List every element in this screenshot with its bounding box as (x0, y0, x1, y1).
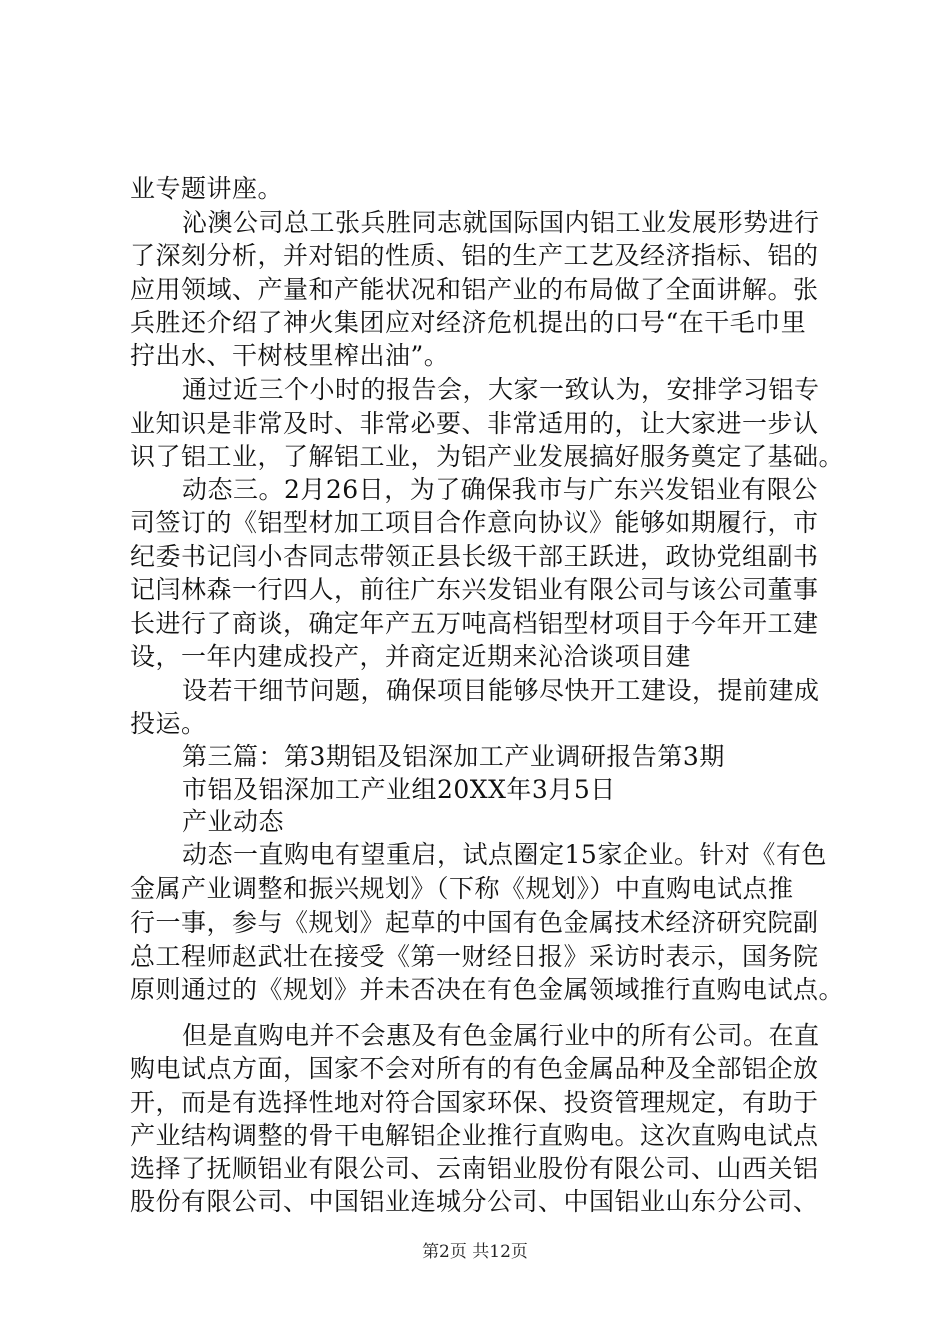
text-line: 开，而是有选择性地对符合国家环保、投资管理规定，有助于 (130, 1088, 819, 1118)
text-line: 拧出水、干树枝里榨出油”。 (130, 341, 450, 371)
page-footer: 第2页 共12页 (422, 1242, 528, 1262)
text-line: 长进行了商谈，确定年产五万吨高档铝型材项目于今年开工建 (130, 609, 819, 638)
text-line: 总工程师赵武壮在接受《第一财经日报》采访时表示，国务院 (130, 941, 819, 971)
text-line: 记闫林森一行四人，前往广东兴发铝业有限公司与该公司董事 (130, 575, 819, 605)
text-line: 应用领域、产量和产能状况和铝产业的布局做了全面讲解。张 (130, 274, 819, 304)
text-line: 行一事，参与《规划》起草的中国有色金属技术经济研究院副 (130, 907, 819, 937)
text-line: 了深刻分析，并对铝的性质、铝的生产工艺及经济指标、铝的 (130, 240, 819, 270)
paragraph-line: 通过近三个小时的报告会，大家一致认为，安排学习铝专 (182, 375, 820, 405)
text-line: 购电试点方面，国家不会对所有的有色金属品种及全部铝企放 (130, 1054, 819, 1084)
text-line: 金属产业调整和振兴规划》（下称《规划》）中直购电试点推 (130, 874, 794, 904)
section-subheading: 产业动态 (182, 807, 285, 837)
text-line: 业专题讲座。 (130, 174, 284, 203)
text-line: 纪委书记闫小杏同志带领正县长级干部王跃进，政协党组副书 (130, 542, 819, 572)
text-line: 设，一年内建成投产，并商定近期来沁洽谈项目建 (130, 641, 692, 671)
section-subheading: 市铝及铝深加工产业组20XX年3月5日 (182, 774, 616, 804)
text-line: 股份有限公司、中国铝业连城分公司、中国铝业山东分公司、 (130, 1187, 819, 1216)
text-line: 兵胜还介绍了神火集团应对经济危机提出的口号“在干毛巾里 (130, 308, 807, 338)
section-heading: 第三篇：第3期铝及铝深加工产业调研报告第3期 (182, 741, 725, 771)
paragraph-line: 沁澳公司总工张兵胜同志就国际国内铝工业发展形势进行 (182, 207, 820, 237)
paragraph-line: 但是直购电并不会惠及有色金属行业中的所有公司。在直 (182, 1021, 820, 1051)
text-line: 业知识是非常及时、非常必要、非常适用的，让大家进一步认 (130, 408, 819, 438)
text-line: 选择了抚顺铝业有限公司、云南铝业股份有限公司、山西关铝 (130, 1154, 819, 1184)
text-line: 司签订的《铝型材加工项目合作意向协议》能够如期履行，市 (130, 508, 819, 538)
text-line: 产业结构调整的骨干电解铝企业推行直购电。这次直购电试点 (130, 1121, 819, 1151)
paragraph-line: 动态一直购电有望重启，试点圈定15家企业。针对《有色 (182, 840, 827, 870)
paragraph-line: 动态三。2月26日，为了确保我市与广东兴发铝业有限公 (182, 474, 818, 504)
text-line: 投运。 (130, 708, 207, 738)
text-line: 原则通过的《规划》并未否决在有色金属领域推行直购电试点。 (130, 974, 845, 1004)
text-line: 识了铝工业，了解铝工业，为铝产业发展搞好服务奠定了基础。 (130, 441, 845, 471)
paragraph-line: 设若干细节问题，确保项目能够尽快开工建设，提前建成 (182, 675, 820, 705)
